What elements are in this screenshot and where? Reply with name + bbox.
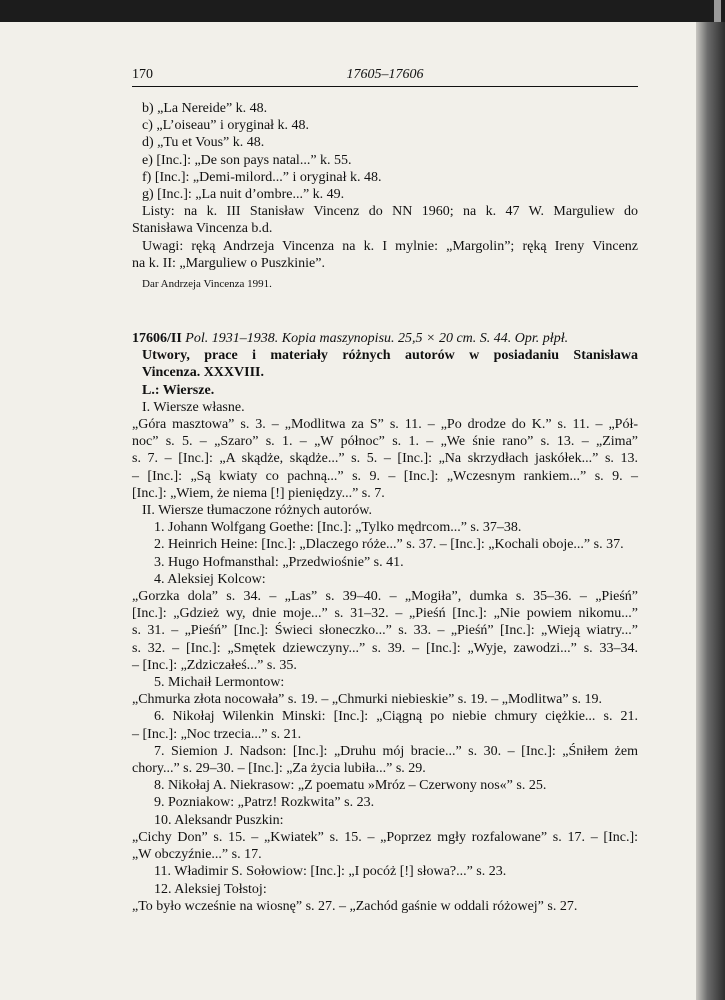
author-lermontow: 5. Michaił Lermontow: — [154, 675, 285, 691]
poem-line: s. 32. – [Inc.]: „Smętek dziewczyny...” s. 39. – [Inc.]: „Wyje, zawodzi...” s. 33–34. — [132, 640, 638, 656]
poem-line: „W obczyźnie...” s. 17. — [132, 847, 262, 863]
notes-line-cont: na k. II: „Marguliew o Puszkinie”. — [132, 255, 325, 271]
poem-line: „Cichy Don” s. 15. – „Kwiatek” s. 15. – „Poprzez mgły rozfalowane” s. 17. – [Inc.]: — [132, 829, 638, 845]
item-f: f) [Inc.]: „Demi-milord...” i oryginał k. 48. — [142, 169, 382, 185]
section-own-poems: I. Wiersze własne. — [142, 399, 245, 415]
running-header — [132, 64, 638, 87]
item-b: b) „La Nereide” k. 48. — [142, 101, 268, 116]
letters-line-cont: Stanisława Vincenza b.d. — [132, 221, 273, 237]
entry-17605-continuation — [132, 100, 638, 293]
author-solowiow: 11. Władimir S. Sołowiow: [Inc.]: „I pocóż [!] słowa?...” s. 23. — [154, 864, 507, 880]
poem-line: – [Inc.]: „Noc trzecia...” s. 21. — [132, 726, 302, 742]
entry-17606 — [132, 330, 638, 915]
entry-title-cont: Vincenza. XXXVIII. — [142, 365, 264, 381]
poem-line: s. 31. – „Pieśń” [Inc.]: Świeci słoneczko...” s. 33. – „Pieśń” [Inc.]: „Wieją wiatry...” — [132, 623, 638, 639]
letters-line: Listy: na k. III Stanisław Vincenz do NN 1960; na k. 47 W. Marguliew do — [142, 204, 638, 220]
scan-top-border — [0, 0, 725, 22]
poem-line: „To było wcześnie na wiosnę” s. 27. – „Zachód gaśnie w oddali różowej” s. 27. — [132, 898, 578, 914]
poem-line: [Inc.]: „Wiem, że niema [!] pieniędzy...” s. 7. — [132, 485, 385, 501]
donation-note: Dar Andrzeja Vincenza 1991. — [142, 278, 272, 291]
item-e: e) [Inc.]: „De son pays natal...” k. 55. — [142, 152, 352, 168]
author-goethe: 1. Johann Wolfgang Goethe: [Inc.]: „Tylko mędrcom...” s. 37–38. — [154, 520, 522, 536]
poem-line: „Gorzka dola” s. 34. – „Las” s. 39–40. – „Mogiła”, dumka s. 35–36. – „Pieśń” — [132, 589, 638, 605]
item-c: c) „L’oiseau” i oryginał k. 48. — [142, 118, 310, 134]
author-tolstoj: 12. Aleksiej Tołstoj: — [154, 881, 267, 897]
author-puszkin: 10. Aleksandr Puszkin: — [154, 812, 284, 828]
entry-description: Pol. 1931–1938. Kopia maszynopisu. 25,5 × 20 cm. S. 44. Opr. płpł. — [185, 331, 569, 346]
page-edge-shadow — [696, 22, 725, 1000]
page-number: 170 — [132, 67, 153, 82]
poem-line: „Chmurka złota nocowała” s. 19. – „Chmurki niebieskie” s. 19. – „Modlitwa” s. 19. — [132, 692, 603, 708]
section-translated: II. Wiersze tłumaczone różnych autorów. — [142, 503, 372, 519]
author-niekrasow: 8. Nikołaj A. Niekrasow: „Z poematu »Mróz – Czerwony nos«” s. 25. — [154, 778, 547, 794]
item-d: d) „Tu et Vous” k. 48. — [142, 135, 265, 151]
author-nadson: 7. Siemion J. Nadson: [Inc.]: „Druhu mój bracie...” s. 30. – [Inc.]: „Śniłem żem — [154, 743, 638, 759]
author-heine: 2. Heinrich Heine: [Inc.]: „Dlaczego róże...” s. 37. – [Inc.]: „Kochali oboje...” s. 37. — [154, 537, 624, 553]
entry-label: L.: Wiersze. — [142, 382, 215, 398]
entry-signature: 17606/II — [132, 331, 182, 346]
item-g: g) [Inc.]: „La nuit d’ombre...” k. 49. — [142, 187, 345, 203]
author-kolcow: 4. Aleksiej Kolcow: — [154, 571, 266, 587]
poem-line: – [Inc.]: „Są kwiaty co pachną...” s. 9. – [Inc.]: „Wczesnym rankiem...” s. 9. – — [132, 468, 638, 484]
author-pozniakow: 9. Pozniakow: „Patrz! Rozkwita” s. 23. — [154, 795, 375, 811]
author-hofmansthal: 3. Hugo Hofmansthal: „Przedwiośnie” s. 41. — [154, 554, 404, 570]
entry-range: 17605–17606 — [346, 67, 424, 82]
author-minski: 6. Nikołaj Wilenkin Minski: [Inc.]: „Ciągną po niebie chmury ciężkie... s. 21. — [154, 709, 638, 725]
poem-line: „Góra masztowa” s. 3. – „Modlitwa za S” s. 11. – „Po drodze do K.” s. 11. – „Pół- — [132, 417, 638, 433]
poem-line: – [Inc.]: „Zdziczałeś...” s. 35. — [132, 657, 297, 673]
poem-line: [Inc.]: „Gdzież wy, dnie moje...” s. 31–32. – „Pieśń [Inc.]: „Nie powiem nikomu...” — [132, 606, 638, 622]
poem-line: chory...” s. 29–30. – [Inc.]: „Za życia lubiła...” s. 29. — [132, 761, 426, 777]
poem-line: s. 7. – [Inc.]: „A skądże, skądże...” s. 5. – [Inc.]: „Na skrzydłach jaskółek...” s. 13. — [132, 451, 638, 467]
poem-line: noc” s. 5. – „Szaro” s. 1. – „W północ” s. 1. – „We śnie rano” s. 13. – „Zima” — [132, 434, 638, 450]
notes-line: Uwagi: ręką Andrzeja Vincenza na k. I mylnie: „Margolin”; ręką Ireny Vincenz — [142, 238, 638, 254]
entry-title: Utwory, prace i materiały różnych autorów w posiadaniu Stanisława — [142, 348, 638, 364]
